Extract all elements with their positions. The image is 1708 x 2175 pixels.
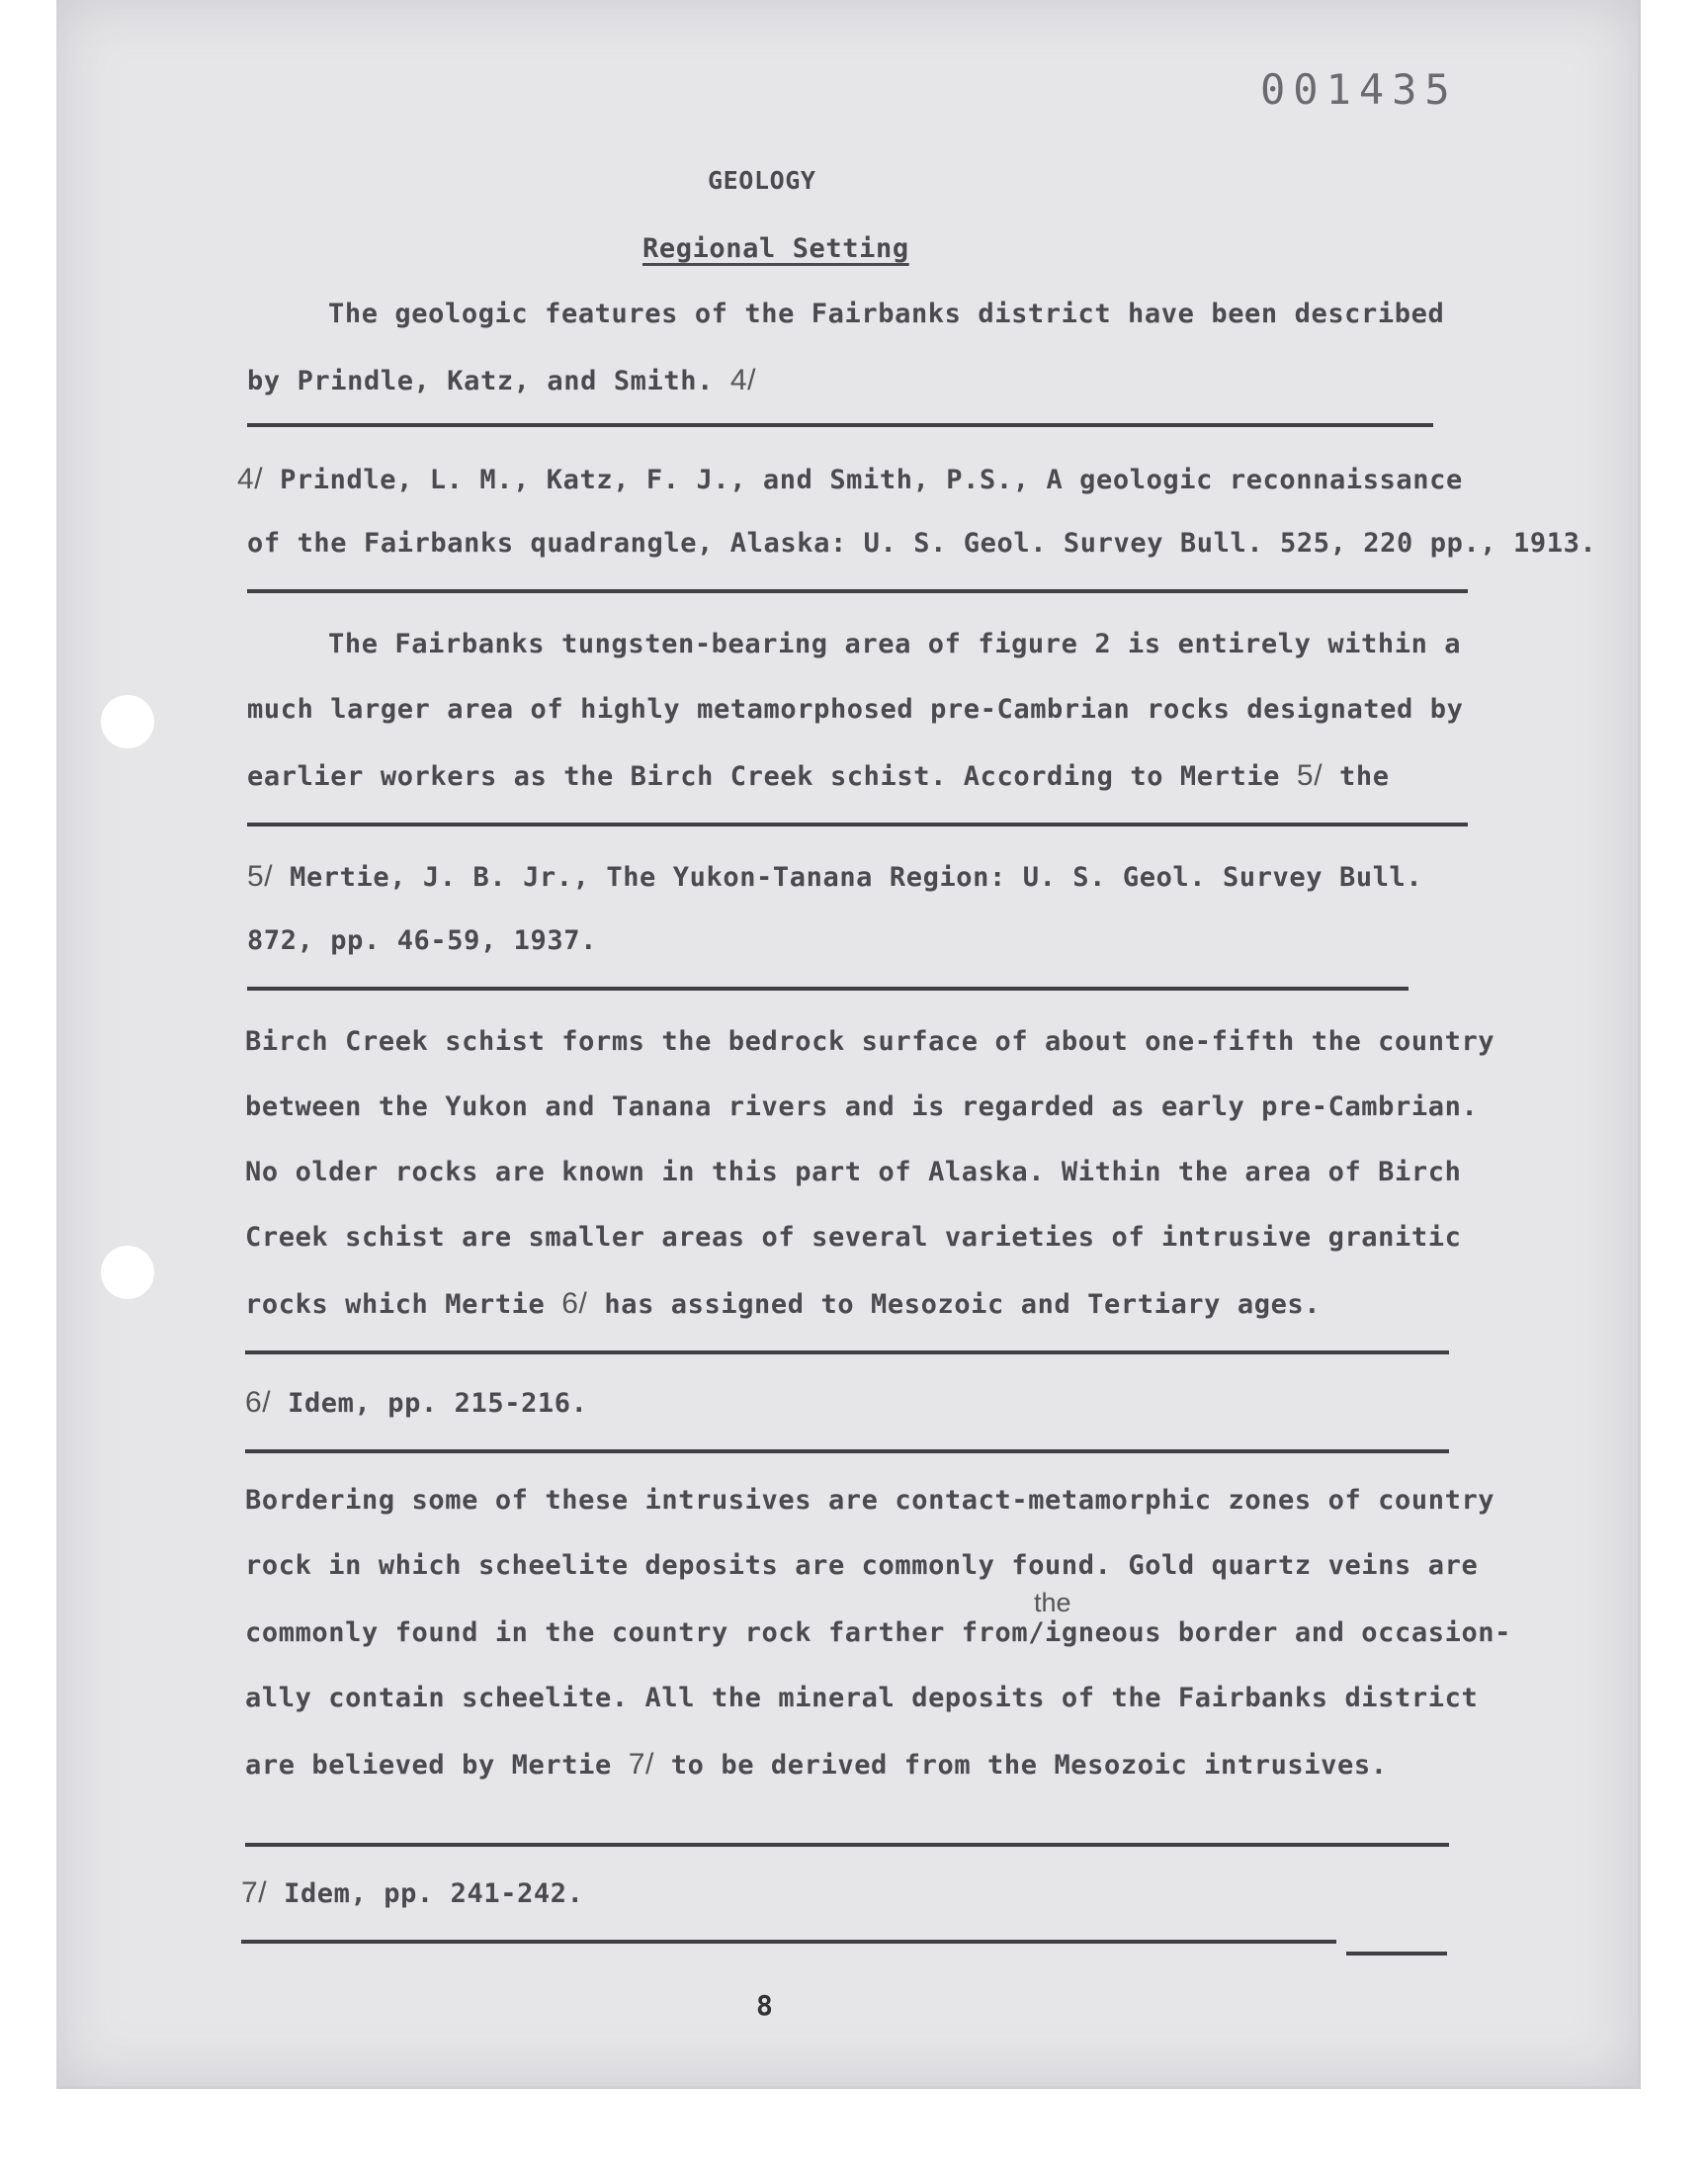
punch-hole bbox=[101, 1246, 154, 1299]
footnote-ref: 7/ bbox=[628, 1748, 654, 1781]
document-number: 001435 bbox=[1260, 65, 1458, 114]
footnote-line: 6/ Idem, pp. 215-216. bbox=[245, 1386, 588, 1419]
footnote-line: 4/ Prindle, L. M., Katz, F. J., and Smith, P.S., A geologic reconnaissance bbox=[237, 463, 1463, 495]
footnote-line: of the Fairbanks quadrangle, Alaska: U. S. Geol. Survey Bull. 525, 220 pp., 1913. bbox=[247, 528, 1597, 559]
text-line: No older rocks are known in this part of Alaska. Within the area of Birch bbox=[245, 1157, 1462, 1187]
footnote-rule bbox=[247, 589, 1468, 593]
text-line: rock in which scheelite deposits are commonly found. Gold quartz veins are bbox=[245, 1550, 1479, 1581]
footnote-rule bbox=[245, 1449, 1449, 1453]
footnote-mark: 5/ bbox=[247, 860, 274, 893]
text-line: Birch Creek schist forms the bedrock surface of about one-fifth the country bbox=[245, 1026, 1495, 1057]
footnote-rule bbox=[241, 1940, 1336, 1944]
text-line: Creek schist are smaller areas of several varieties of intrusive granitic bbox=[245, 1222, 1462, 1253]
footnote-ref: 6/ bbox=[561, 1287, 588, 1320]
handwritten-insertion: the bbox=[1034, 1588, 1071, 1617]
text-line: between the Yukon and Tanana rivers and is regarded as early pre-Cambrian. bbox=[245, 1091, 1479, 1122]
footnote-ref: 4/ bbox=[729, 364, 757, 396]
footnote-rule bbox=[247, 823, 1468, 826]
text-line: The geologic features of the Fairbanks district have been described bbox=[328, 299, 1445, 329]
text-line: are believed by Mertie 7/ to be derived from the Mesozoic intrusives. bbox=[245, 1748, 1388, 1781]
footnote-mark: 6/ bbox=[245, 1386, 272, 1419]
footnote-line: 5/ Mertie, J. B. Jr., The Yukon-Tanana Region: U. S. Geol. Survey Bull. bbox=[247, 860, 1423, 893]
text-line: commonly found in the country rock farther from/igneous border and occasion- bbox=[245, 1617, 1512, 1648]
footnote-mark: 4/ bbox=[237, 463, 264, 495]
footnote-rule bbox=[245, 1843, 1449, 1847]
subsection-heading: Regional Setting bbox=[642, 233, 909, 264]
punch-hole bbox=[101, 695, 154, 748]
footnote-mark: 7/ bbox=[241, 1876, 268, 1909]
footnote-ref: 5/ bbox=[1296, 759, 1324, 792]
text-line: earlier workers as the Birch Creek schist. According to Mertie 5/ the bbox=[247, 759, 1390, 792]
text-line: ally contain scheelite. All the mineral deposits of the Fairbanks district bbox=[245, 1683, 1479, 1713]
text-line: rocks which Mertie 6/ has assigned to Mesozoic and Tertiary ages. bbox=[245, 1287, 1322, 1320]
footnote-line: 7/ Idem, pp. 241-242. bbox=[241, 1876, 584, 1909]
text-line: by Prindle, Katz, and Smith. 4/ bbox=[247, 364, 757, 396]
footnote-rule bbox=[245, 1350, 1449, 1354]
text-line: The Fairbanks tungsten-bearing area of figure 2 is entirely within a bbox=[328, 629, 1462, 659]
footnote-rule bbox=[247, 423, 1433, 427]
footnote-rule bbox=[1346, 1952, 1447, 1956]
footnote-rule bbox=[247, 987, 1409, 991]
page-number: 8 bbox=[756, 1989, 773, 2022]
footnote-line: 872, pp. 46-59, 1937. bbox=[247, 925, 597, 956]
section-heading: GEOLOGY bbox=[708, 166, 816, 195]
text-line: Bordering some of these intrusives are contact-metamorphic zones of country bbox=[245, 1485, 1495, 1516]
text-line: much larger area of highly metamorphosed pre-Cambrian rocks designated by bbox=[247, 694, 1464, 725]
